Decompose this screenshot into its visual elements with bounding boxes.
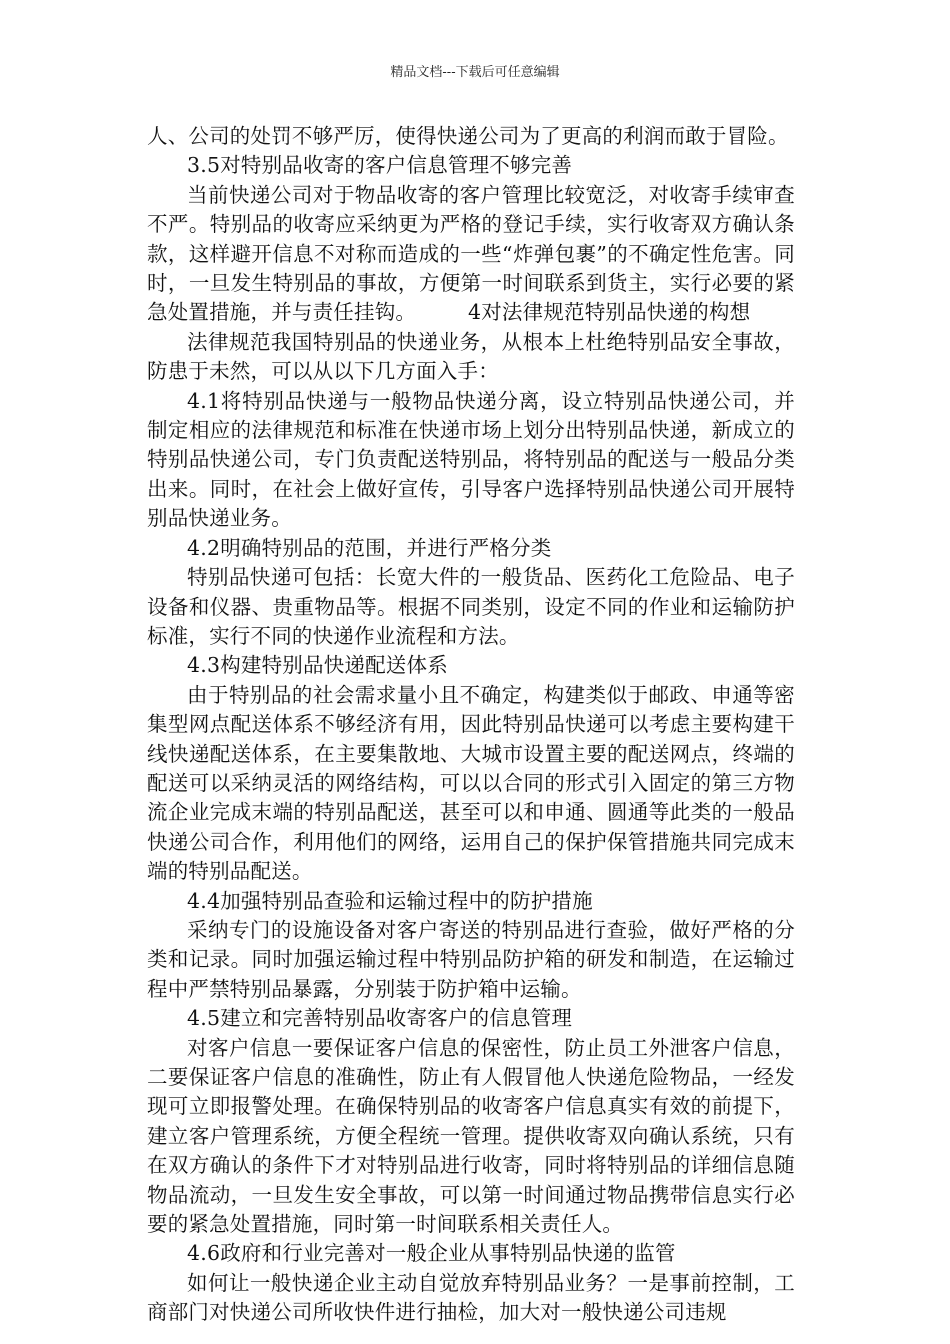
paragraph-customer-info-management: 对客户信息一要保证客户信息的保密性，防止员工外泄客户信息，二要保证客户信息的准确性，防止有人假冒他人快递危险物品，一经发现可立即报警处理。在确保特别品的收寄客户信息真实有效的前提下，建立客户管理系统，方便全程统一管理。提供收寄双向确认系统，只有在双方确认的条件下才对特别品进行收寄，同时将特别品的详细信息随物品流动，一旦发生安全事故，可以第一时间通过物品携带信息实行必要的紧急处置措施，同时第一时间联系相关责任人。 (147, 1035, 795, 1237)
paragraph-government-supervision: 如何让一般快递企业主动自觉放弃特别品业务？一是事前控制，工商部门对快递公司所收快件进行抽检，加大对一般快递公司违规 (147, 1270, 795, 1325)
section-heading-4-3: 4.3构建特别品快递配送体系 (187, 653, 448, 678)
paragraph-inspection-protection: 采纳专门的设施设备对客户寄送的特别品进行查验，做好严格的分类和记录。同时加强运输过程中特别品防护箱的研发和制造，在运输过程中严禁特别品暴露，分别装于防护箱中运输。 (147, 917, 795, 1001)
document-body (147, 122, 795, 1328)
section-heading-4-2: 4.2明确特别品的范围，并进行严格分类 (187, 535, 552, 560)
section-heading-3-5: 3.5对特别品收寄的客户信息管理不够完善 (187, 153, 573, 178)
page-header: 精品文档---下载后可任意编辑 (390, 65, 560, 80)
paragraph-penalty-continuation: 人、公司的处罚不够严厉，使得快递公司为了更高的利润而敢于冒险。 (147, 124, 789, 148)
section-heading-4-5: 4.5建立和完善特别品收寄客户的信息管理 (187, 1006, 573, 1031)
section-heading-4-6: 4.6政府和行业完善对一般企业从事特别品快递的监管 (187, 1241, 676, 1266)
paragraph-4-1: 4.1将特别品快递与一般物品快递分离，设立特别品快递公司，并制定相应的法律规范和标准在快递市场上划分出特别品快递，新成立的特别品快递公司，专门负责配送特别品，将特别品的配送与一般品分类出来。同时，在社会上做好宣传，引导客户选择特别品快递公司开展特别品快递业务。 (147, 388, 795, 531)
section-heading-4-4: 4.4加强特别品查验和运输过程中的防护措施 (187, 888, 593, 913)
paragraph-special-goods-scope: 特别品快递可包括：长宽大件的一般货品、医药化工危险品、电子设备和仪器、贵重物品等。根据不同类别，设定不同的作业和运输防护标准，实行不同的快递作业流程和方法。 (147, 565, 795, 648)
paragraph-distribution-system: 由于特别品的社会需求量小且不确定，构建类似于邮政、申通等密集型网点配送体系不够经济有用，因此特别品快递可以考虑主要构建干线快递配送体系，在主要集散地、大城市设置主要的配送网点，终端的配送可以采纳灵活的网络结构，可以以合同的形式引入固定的第三方物流企业完成末端的特别品配送，甚至可以和申通、圆通等此类的一般品快递公司合作，利用他们的网络，运用自己的保护保管措施共同完成末端的特别品配送。 (147, 682, 795, 884)
paragraph-customer-management: 当前快递公司对于物品收寄的客户管理比较宽泛，对收寄手续审查不严。特别品的收寄应采纳更为严格的登记手续，实行收寄双方确认条款，这样避开信息不对称而造成的一些“炸弹包裹”的不确定性危害。同时，一旦发生特别品的事故，方便第一时间联系到货主，实行必要的紧急处置措施，并与责任挂钩。 4对法律规范特别品快递的构想 (147, 182, 795, 325)
paragraph-legal-regulation: 法律规范我国特别品的快递业务，从根本上杜绝特别品安全事故，防患于未然，可以从以下几方面入手： (147, 329, 795, 384)
